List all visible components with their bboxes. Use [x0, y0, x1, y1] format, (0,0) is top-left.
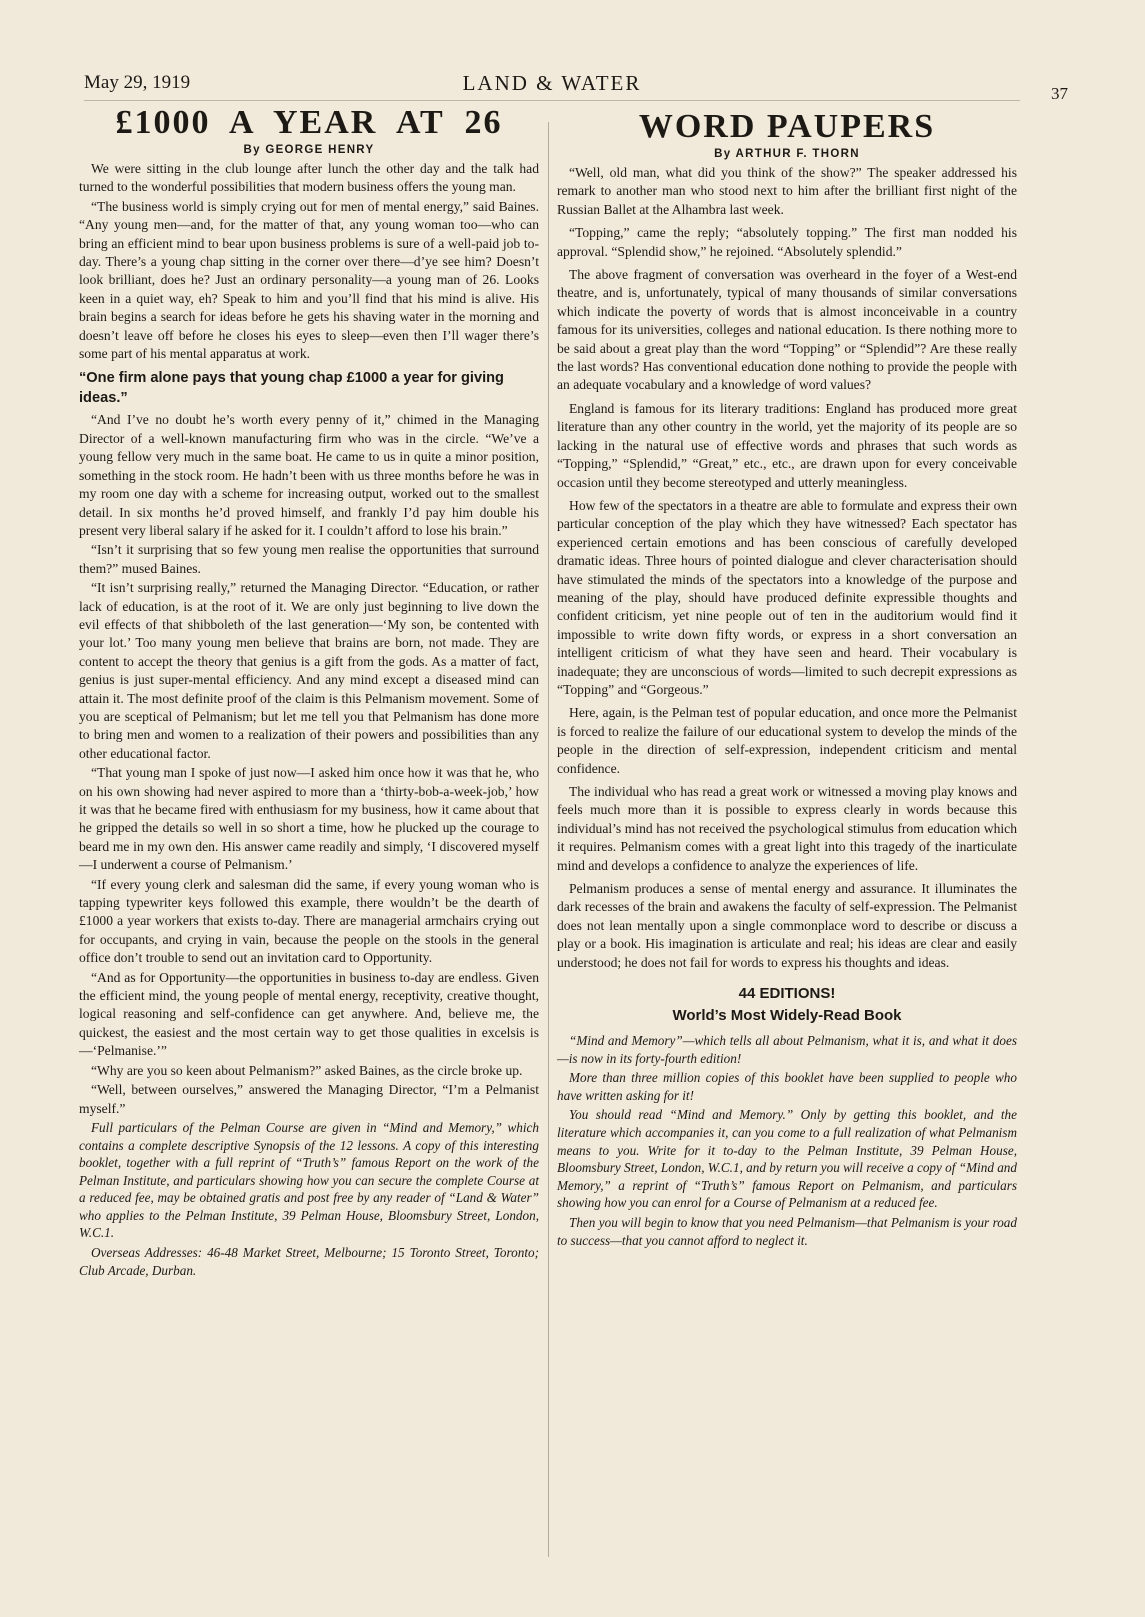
article-title: WORD PAUPERS: [638, 108, 936, 145]
paragraph: “Topping,” came the reply; “absolutely topping.” The first man nodded his approval. “Splendid show,” he rejoined. “Absolutely splendid.”: [557, 225, 1017, 259]
paragraph: How few of the spectators in a theatre are able to formulate and express their own particular conception of the play which they have witnessed? Each spectator has experienced certain emotions and has been conscious of carefully developed dramatic ideas. Three hours of pointed dialogue and clever characterisation should have stimulated the minds of the spectators into a knowledge of the purpose and meaning of the play, should have produced definite expressible thoughts and confident criticism, yet nine people out of ten in the auditorium would find it impossible to write down fifty words, or express in a short conversation an intelligent criticism of what they have seen and heard. Their vocabulary is inadequate; they are unconscious of words—limited to such decrepit expressions as “Topping” and “Gorgeous.”: [557, 497, 1017, 697]
paragraph: “The business world is simply crying out for men of mental energy,” said Baines. “Any young men—and, for the matter of that, any young woman too—who can bring an efficient mind to bear upon business problems is sure of a well-paid job to-day. There’s a young chap sitting in the corner over there—d’ye see him? Doesn’t look brilliant, does he? Just an ordinary personality—a young man of 26. Looks keen in a quiet way, eh? Speak to him and you’ll find that his mind is alive. His brain begins a search for ideas before he gets his shaving water in the morning and doesn’t leave off before he closes his eyes to sleep—even then I’ll wager there’s some part of his mental apparatus at work.: [79, 198, 539, 362]
paragraph: The individual who has read a great work or witnessed a moving play knows and feels much more than it is possible to express clearly in words because this individual’s mind has not received the psychological stimulus from education which it requires. Pelmanism comes with a great light into this tragedy of the inarticulate mind and develops a confidence to analyze the experiences of life.: [557, 784, 1017, 873]
paragraph: “And as for Opportunity—the opportunities in business to-day are endless. Given the efficient mind, the young people of mental energy, receptivity, creative thought, logical reasoning and self-confidence can get anywhere. And, believe me, the quickest, the easiest and the most certain way to get those qualities in excelsis is—‘Pelmanise.’”: [79, 969, 539, 1059]
right-article: [557, 104, 1017, 1251]
paragraph: “That young man I spoke of just now—I asked him once how it was that he, who on his own showing had never aspired to more than a ‘thirty-bob-a-week-job,’ how it was that he became fired with enthusiasm for my business, how it came about that he gripped the details so well in so short a time, how he plucked up the courage to beard me in my own den. His answer came readily and simply, ‘I discovered myself—I underwent a course of Pelmanism.’: [79, 765, 539, 873]
article-byline: By GEORGE HENRY: [243, 144, 375, 156]
pull-quote: “One firm alone pays that young chap £1000 a year for giving ideas.”: [79, 370, 504, 407]
paragraph: “If every young clerk and salesman did the same, if every young woman who is tapping typewriter keys followed this example, there wouldn’t be the dearth of £1000 a year workers that exists to-day. There are managerial armchairs crying out for occupants, and crying in vain, because the people on the stools in the general office don’t trouble to send out an invitation card to Opportunity.: [79, 876, 539, 966]
article-byline: By ARTHUR F. THORN: [714, 148, 860, 160]
paragraph: “And I’ve no doubt he’s worth every penny of it,” chimed in the Managing Director of a well-known manufacturing firm who was in the circle. “We’ve a young fellow very much in the same boat. He came to us in quite a minor position, something in the stock room. He hadn’t been with us three months before he was in my room one day with a scheme for increasing output, worked out to the smallest detail. In six months he’d proved himself, and frankly I’d pay him double his present very liberal salary if he asked for it. I couldn’t afford to lose his brain.”: [79, 412, 539, 538]
course-notice: Full particulars of the Pelman Course are given in “Mind and Memory,” which contains a complete descriptive Synopsis of the 12 lessons. A copy of this interesting booklet, together with a full reprint of “Truth’s” famous Report on the work of the Pelman Institute, and particulars showing how you can secure the complete Course at a reduced fee, may be obtained gratis and post free by any reader of “Land & Water” who applies to the Pelman Institute, 39 Pelman House, Bloomsbury Street, London, W.C.1.: [79, 1119, 539, 1241]
editions-note: You should read “Mind and Memory.” Only by getting this booklet, and the literature which accompanies it, can you come to a full realization of what Pelmanism means to you. Write for it to-day to the Pelman Institute, 39 Pelman House, Bloomsbury Street, London, W.C.1, and by return you will receive a copy of “Mind and Memory,” a reprint of “Truth’s” famous Report on Pelmanism, and particulars showing how you can enrol for a Course of Pelmanism at a reduced fee.: [557, 1107, 1017, 1211]
page-number: 37: [1051, 84, 1068, 103]
paragraph: “Well, between ourselves,” answered the Managing Director, “I’m a Pelmanist myself.”: [79, 1082, 539, 1116]
editions-heading: 44 EDITIONS!: [738, 985, 836, 1003]
paragraph: “Isn’t it surprising that so few young men realise the opportunities that surround them?” mused Baines.: [79, 542, 539, 576]
issue-date: May 29, 1919: [84, 72, 191, 93]
paragraph: “It isn’t surprising really,” returned the Managing Director. “Education, or rather lack of education, is at the root of it. We are only just beginning to live down the evil effects of that shibboleth of the last generation—‘My son, be contented with your lot.’ Too many young men believe that brains are born, not made. They are content to accept the theory that genius is a gift from the gods. As a matter of fact, genius is just super-mental efficiency. And any mind except a diseased mind can attain it. The most definite proof of the claim is this Pelmanism movement. Some of you are sceptical of Pelmanism; but let me tell you that Pelmanism has done more to bring men and women to a realization of their powers and possibilities than any other educational factor.: [79, 580, 539, 761]
page-header: [84, 70, 1068, 103]
article-title: £1000 A YEAR AT 26: [115, 104, 503, 141]
overseas-addresses: Overseas Addresses: 46-48 Market Street, Melbourne; 15 Toronto Street, Toronto; Club Arcade, Durban.: [79, 1245, 539, 1278]
editions-note: Then you will begin to know that you need Pelmanism—that Pelmanism is your road to success—that you cannot afford to neglect it.: [557, 1215, 1017, 1248]
magazine-title: LAND & WATER: [462, 71, 642, 95]
paragraph: England is famous for its literary traditions: England has produced more great literature than any other country in the world, yet the majority of its people are so lacking in the natural use of effective words and phrases that such words as “Topping,” “Splendid,” “Great,” etc., etc., are drawn upon for every conceivable occasion until they become stereotyped and utterly meaningless.: [557, 400, 1017, 490]
editions-subheading: World’s Most Widely-Read Book: [672, 1007, 902, 1025]
paragraph: Pelmanism produces a sense of mental energy and assurance. It illuminates the dark recesses of the brain and awakens the faculty of self-expression. The Pelmanist does not lean mentally upon a single commonplace word to describe or discuss a play or a book. His imagination is articulate and real; his ideas are clear and easily understood; he does not fail for words to express his thoughts and ideas.: [557, 881, 1017, 970]
column-divider: [548, 122, 549, 1557]
paragraph: We were sitting in the club lounge after lunch the other day and the talk had turned to the wonderful possibilities that modern business offers the young man.: [79, 161, 539, 195]
editions-note: “Mind and Memory”—which tells all about Pelmanism, what it is, and what it does—is now in its forty-fourth edition!: [557, 1033, 1017, 1066]
editions-note: More than three million copies of this booklet have been supplied to people who have written asking for it!: [557, 1070, 1017, 1103]
paragraph: The above fragment of conversation was overheard in the foyer of a West-end theatre, and is, unfortunately, typical of many thousands of similar conversations which indicate the poverty of words that is almost inconceivable in a country famous for its universities, colleges and national education. Is there nothing more to be said about a great play than the word “Topping” or “Splendid”? Are these really the last words? Has conventional education done nothing to provide the people with an adequate vocabulary and a knowledge of word values?: [557, 267, 1017, 393]
left-article: [79, 104, 539, 1281]
paragraph: “Well, old man, what did you think of the show?” The speaker addressed his remark to another man who stood next to him after the brilliant first night of the Russian Ballet at the Alhambra last week.: [557, 165, 1017, 217]
paragraph: Here, again, is the Pelman test of popular education, and once more the Pelmanist is forced to realize the failure of our educational system to develop the minds of the people in the direction of self-expression, independent criticism and mental confidence.: [557, 705, 1017, 776]
paragraph: “Why are you so keen about Pelmanism?” asked Baines, as the circle broke up.: [91, 1062, 523, 1078]
